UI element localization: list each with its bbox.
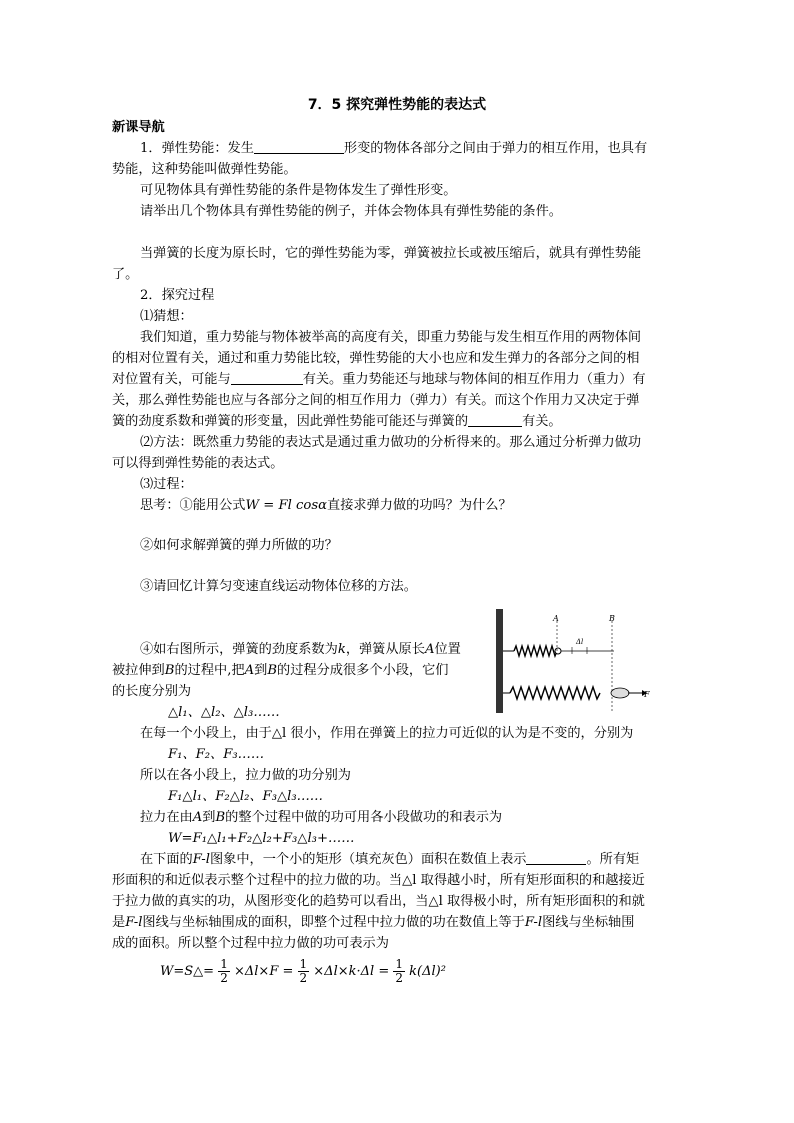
works-list: F₁△l₁、F₂△l₂、F₃△l₃…… <box>168 789 323 804</box>
guess-line-4: 关，那么弹性势能也应与各部分之间的相互作用力（弹力）有关。而这个作用力又决定于弹 <box>112 393 640 408</box>
page-title: 7．5 探究弹性势能的表达式 <box>307 97 487 113</box>
question-3: ③请回忆计算匀变速直线运动物体位移的方法。 <box>140 579 417 594</box>
label-dl: Δl <box>576 638 584 646</box>
para-2: 可见物体具有弹性势能的条件是物体发生了弹性形变。 <box>140 183 457 198</box>
para-3: 请举出几个物体具有弹性势能的例子，并体会物体具有弹性势能的条件。 <box>140 204 562 219</box>
work-sum: W=F₁△l₁+F₂△l₂+F₃△l₃+…… <box>168 831 355 846</box>
question-1: 思考：①能用公式W = Fl cosα直接求弹力做的功吗？为什么？ <box>140 498 512 513</box>
small-segment-text: 在每一个小段上，由于△l 很小，作用在弹簧上的拉力可近似的认为是不变的，分别为 <box>140 726 634 741</box>
question-4-line-1: ④如右图所示，弹簧的劲度系数为k，弹簧从原长A位置 <box>140 642 461 657</box>
question-2: ②如何求解弹簧的弹力所做的功？ <box>140 538 338 553</box>
segment-lengths: △l₁、△l₂、△l₃…… <box>168 705 280 720</box>
para-1-line-2: 势能，这种势能叫做弹性势能。 <box>112 162 297 177</box>
graph-line-4: 是F-l图线与坐标轴围成的面积，即整个过程中拉力做的功在数值上等于F-l图线与坐标轴围 <box>112 915 635 930</box>
heading-explore: 2．探究过程 <box>140 288 215 303</box>
para-1-line-1: 1．弹性势能：发生 形变的物体各部分之间由于弹力的相互作用，也具有 <box>140 141 648 156</box>
guess-line-2: 的相对位置有关，通过和重力势能比较，弹性势能的大小也应和发生弹力的各部分之间的相 <box>112 351 640 366</box>
graph-line-1: 在下面的F-l图象中，一个小的矩形（填充灰色）面积在数值上表示 。所有矩 <box>140 852 640 867</box>
label-A: A <box>553 614 559 623</box>
heading-process: ⑶过程： <box>140 477 193 492</box>
fill-blank-2[interactable] <box>231 370 303 385</box>
spring-figure <box>492 603 652 715</box>
label-F: F <box>644 690 650 699</box>
para-4-line-1: 当弹簧的长度为原长时，它的弹性势能为零，弹簧被拉长或被压缩后，就具有弹性势能 <box>140 246 642 261</box>
graph-line-5: 成的面积。所以整个过程中拉力做的功可表示为 <box>112 936 389 951</box>
wall <box>496 609 503 713</box>
spring-bottom <box>510 687 600 699</box>
guess-line-1: 我们知道，重力势能与物体被举高的高度有关，即重力势能与发生相互作用的两物体间 <box>140 330 642 345</box>
fill-blank-4[interactable] <box>526 850 586 865</box>
forces-list: F₁、F₂、F₃…… <box>168 747 265 762</box>
method-line-1: ⑵方法：既然重力势能的表达式是通过重力做功的分析得来的。那么通过分析弹力做功 <box>140 435 642 450</box>
graph-line-2: 形面积的和近似表示整个过程中的拉力做的功。当△l 取得越小时，所有矩形面积的和越接近 <box>112 873 645 888</box>
work-each-text: 所以在各小段上，拉力做的功分别为 <box>140 768 351 783</box>
method-line-2: 可以得到弹性势能的表达式。 <box>112 456 284 471</box>
section-heading: 新课导航 <box>112 120 165 135</box>
question-4-line-2: 被拉伸到B的过程中,把A到B的过程分成很多个小段，它们 <box>112 663 449 678</box>
hand-icon <box>611 688 629 698</box>
para-4-line-2: 了。 <box>112 267 139 282</box>
label-B: B <box>609 614 615 623</box>
fill-blank-1[interactable] <box>254 139 344 154</box>
guess-line-3: 对位置有关，可能与 有关。重力势能还与地球与物体间的相互作用力（重力）有 <box>112 372 646 387</box>
spring-top <box>514 646 557 656</box>
graph-line-3: 于拉力做的真实的功，从图形变化的趋势可以看出，当△l 取得极小时，所有矩形面积的和就 <box>112 894 645 909</box>
question-4-line-3: 的长度分别为 <box>112 684 192 699</box>
heading-guess: ⑴猜想： <box>140 309 193 324</box>
guess-line-5: 簧的劲度系数和弹簧的形变量，因此弹性势能可能还与弹簧的 有关。 <box>112 414 562 429</box>
work-formula: W = Fl cosα <box>245 498 328 513</box>
fill-blank-3[interactable] <box>468 412 522 427</box>
total-work-text: 拉力在由A到B的整个过程中做的功可用各小段做功的和表示为 <box>140 810 503 825</box>
final-formula: W=S△= $\frac{1}{2}$ ×Δl×F = $\frac{1}{2}$ ×Δl×k·Δl = $\frac{1}{2}$ k(Δl)² <box>160 957 446 985</box>
